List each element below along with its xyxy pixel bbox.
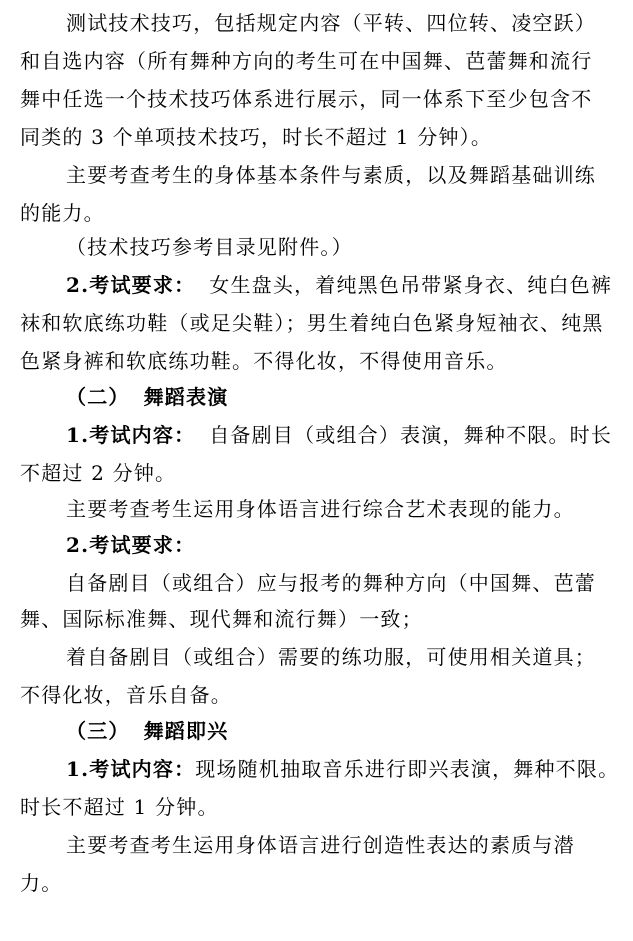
text-span: 时长不超过 1 分钟。 bbox=[20, 795, 219, 819]
text-span: 自备剧目（或组合）表演，舞种不限。时长 bbox=[209, 423, 613, 447]
paragraph-line bbox=[0, 602, 633, 636]
text-span: 现场随机抽取音乐进行即兴表演，舞种不限。 bbox=[195, 757, 620, 781]
paragraph-line bbox=[0, 418, 633, 452]
exam-content-label: 1.考试内容： bbox=[66, 757, 196, 781]
text-span: 自备剧目（或组合）应与报考的舞种方向（中国舞、芭蕾 bbox=[66, 571, 596, 595]
paragraph-line bbox=[0, 268, 633, 302]
text-span: 舞中任选一个技术技巧体系进行展示，同一体系下至少包含不 bbox=[20, 87, 593, 111]
paragraph-line bbox=[0, 158, 633, 192]
text-span: 和自选内容（所有舞种方向的考生可在中国舞、芭蕾舞和流行 bbox=[20, 49, 593, 73]
paragraph-line bbox=[0, 528, 633, 562]
paragraph-line bbox=[0, 306, 633, 340]
paragraph-line bbox=[0, 492, 633, 526]
paragraph-line bbox=[0, 230, 633, 264]
paragraph-line bbox=[0, 866, 633, 900]
text-span: 主要考查考生运用身体语言进行综合艺术表现的能力。 bbox=[66, 497, 575, 521]
paragraph-line bbox=[0, 196, 633, 230]
text-span: 女生盘头，着纯黑色吊带紧身衣、纯白色裤 bbox=[209, 273, 613, 297]
paragraph-line bbox=[0, 790, 633, 824]
paragraph-line bbox=[0, 566, 633, 600]
text-span: 测试技术技巧，包括规定内容（平转、四位转、凌空跃） bbox=[66, 11, 596, 35]
text-span: 不超过 2 分钟。 bbox=[20, 461, 177, 485]
exam-content-label: 1.考试内容： bbox=[66, 423, 196, 447]
paragraph-line bbox=[0, 44, 633, 78]
paragraph-line bbox=[0, 678, 633, 712]
paragraph-line bbox=[0, 6, 633, 40]
text-span: 的能力。 bbox=[20, 201, 105, 225]
text-span: 舞、国际标准舞、现代舞和流行舞）一致； bbox=[20, 607, 423, 631]
paragraph-line bbox=[0, 82, 633, 116]
text-span: （技术技巧参考目录见附件。） bbox=[66, 235, 353, 259]
text-span: 力。 bbox=[20, 871, 63, 895]
text-span: 同类的 3 个单项技术技巧，时长不超过 1 分钟）。 bbox=[20, 125, 493, 149]
paragraph-line bbox=[0, 640, 633, 674]
paragraph-line bbox=[0, 120, 633, 154]
text-span: 主要考查考生运用身体语言进行创造性表达的素质与潜 bbox=[66, 833, 575, 857]
text-span: 主要考查考生的身体基本条件与素质，以及舞蹈基础训练 bbox=[66, 163, 596, 187]
text-span: 袜和软底练功鞋（或足尖鞋）；男生着纯白色紧身短袖衣、纯黑 bbox=[20, 311, 604, 335]
exam-requirement-label: 2.考试要求： bbox=[66, 533, 196, 557]
section-number: （二） bbox=[66, 385, 130, 409]
section-heading bbox=[0, 714, 633, 748]
section-heading bbox=[0, 380, 633, 414]
paragraph-line bbox=[0, 344, 633, 378]
paragraph-line bbox=[0, 456, 633, 490]
paragraph-line bbox=[0, 828, 633, 862]
section-title: 舞蹈即兴 bbox=[143, 719, 229, 743]
section-number: （三） bbox=[66, 719, 130, 743]
text-span: 着自备剧目（或组合）需要的练功服，可使用相关道具； bbox=[66, 645, 596, 669]
paragraph-line bbox=[0, 752, 633, 786]
text-span: 不得化妆，音乐自备。 bbox=[20, 683, 232, 707]
exam-requirement-label: 2.考试要求： bbox=[66, 273, 196, 297]
text-span: 色紧身裤和软底练功鞋。不得化妆，不得使用音乐。 bbox=[20, 349, 508, 373]
section-title: 舞蹈表演 bbox=[143, 385, 229, 409]
